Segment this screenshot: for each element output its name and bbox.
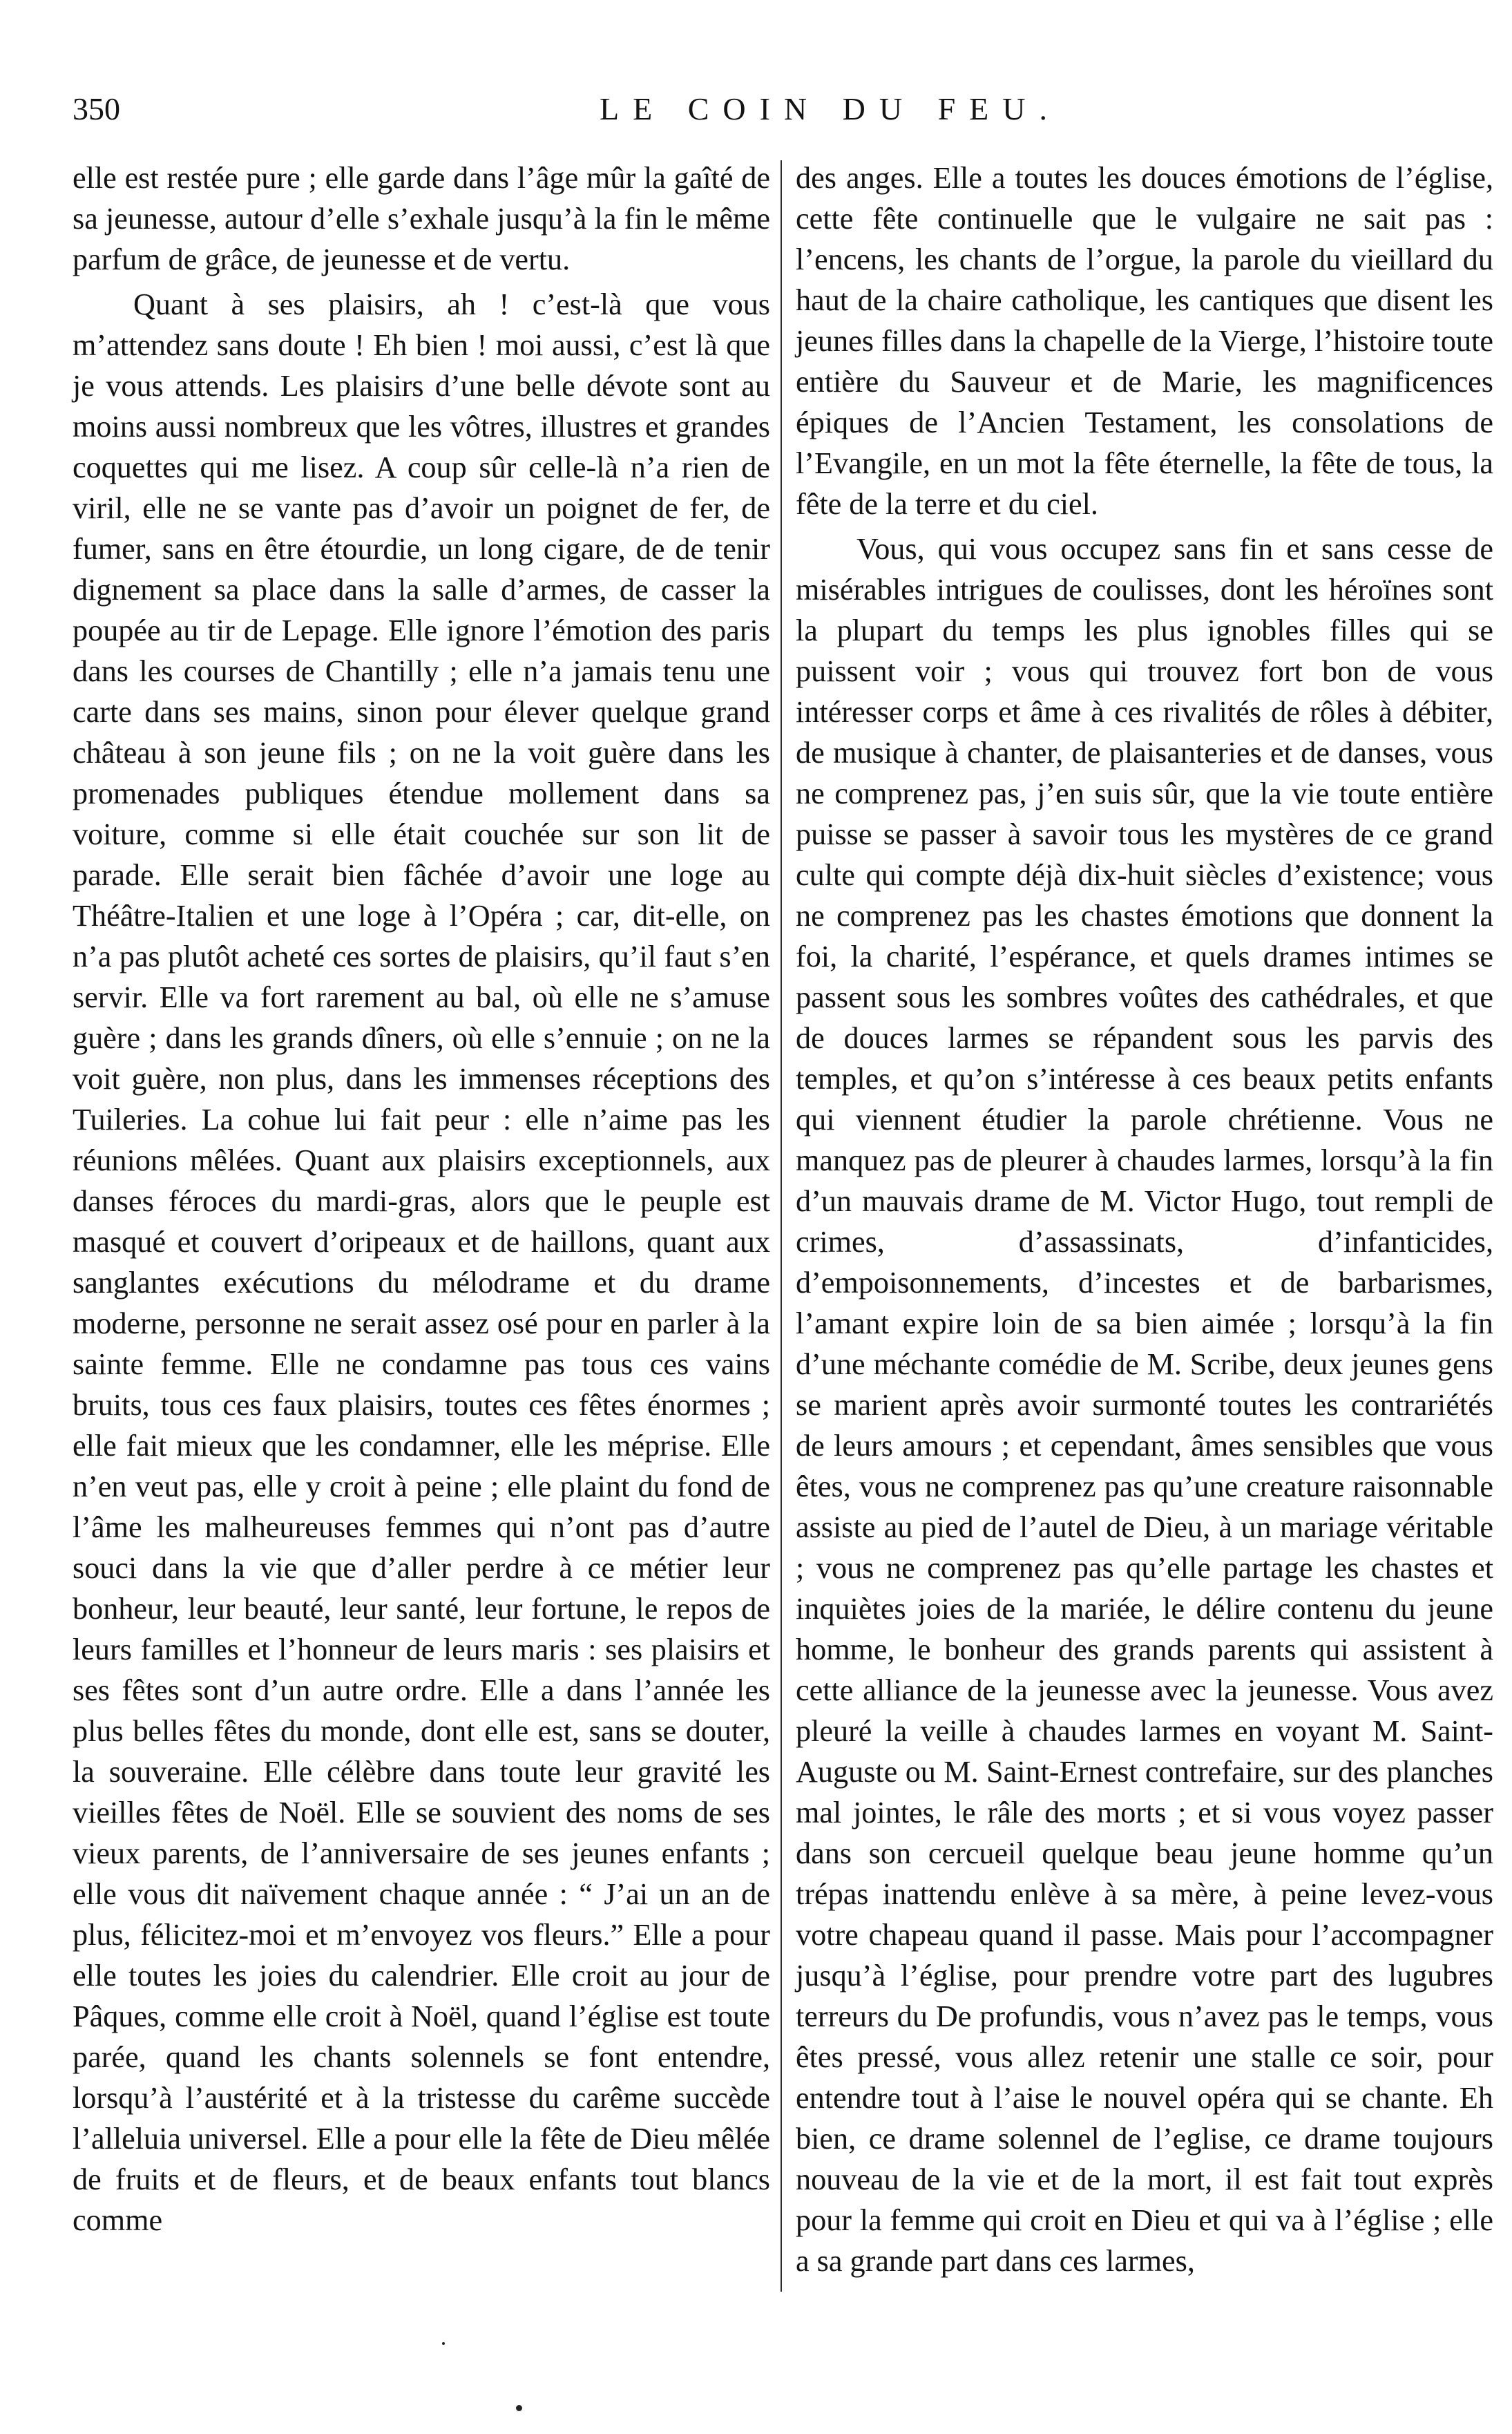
left-paragraph-2: Quant à ses plaisirs, ah ! c’est-là que vous m’attendez sans doute ! Eh bien ! moi aussi, c’est là que je vous attends. Les plaisirs d’une belle dévote sont au moins aussi nombreux que les vôtres, illustres et grandes coquettes qui me lisez. A coup sûr celle-là n’a rien de viril, elle ne se vante pas d’avoir un poignet de fer, de fumer, sans en être étourdie, un long cigare, de de tenir dignement sa place dans la salle d’armes, de casser la poupée au tir de Lepage. Elle ignore l’émotion des paris dans les courses de Chantilly ; elle n’a jamais tenu une carte dans ses mains, sinon pour élever quelque grand château à son jeune fils ; on ne la voit guère dans les promenades publiques étendue mollement dans sa voiture, comme si elle était couchée sur son lit de parade. Elle serait bien fâchée d’avoir une loge au Théâtre-Italien et une loge à l’Opéra ; car, dit-elle, on n’a pas plutôt acheté ces sortes de plaisirs, qu’il faut s’en servir. Elle va fort rarement au bal, où elle ne s’amuse guère ; dans les grands dîners, où elle s’ennuie ; on ne la voit guère, non plus, dans les immenses réceptions des Tuileries. La cohue lui fait peur : elle n’aime pas les réunions mêlées. Quant aux plaisirs exceptionnels, aux danses féroces du mardi-gras, alors que le peuple est masqué et couvert d’oripeaux et de haillons, quant aux sanglantes exécutions du mélodrame et du drame moderne, personne ne serait assez osé pour en parler à la sainte femme. Elle ne condamne pas tous ces vains bruits, tous ces faux plaisirs, toutes ces fêtes énormes ; elle fait mieux que les condamner, elle les méprise. Elle n’en veut pas, elle y croit à peine ; elle plaint du fond de l’âme les malheureuses femmes qui n’ont pas d’autre souci dans la vie que d’aller perdre à ce métier leur bonheur, leur beauté, leur santé, leur fortune, le repos de leurs familles et l’honneur de leurs maris : ses plaisirs et ses fêtes sont d’un autre ordre. Elle a dans l’année les plus belles fêtes du monde, dont elle est, sans se douter, la souveraine. Elle célèbre dans toute leur gravité les vieilles fêtes de Noël. Elle se souvient des noms de ses vieux parents, de l’anniversaire de ses jeunes enfants ; elle vous dit naïvement chaque année : “ J’ai un an de plus, félicitez-moi et m’envoyez vos fleurs.” Elle a pour elle toutes les joies du calendrier. Elle croit au jour de Pâques, comme elle croit à Noël, quand l’église est toute parée, quand les chants solennels se font entendre, lorsqu’à l’austérité et à la tristesse du carême succède l’alleluia universel. Elle a pour elle la fête de Dieu mêlée de fruits et de fleurs, et de beaux enfants tout blancs comme: [73, 287, 770, 2237]
ink-speck: [516, 2405, 522, 2411]
right-column: [796, 158, 1493, 2281]
left-column: [73, 158, 770, 2241]
left-paragraph-1: elle est restée pure ; elle garde dans l’âge mûr la gaîté de sa jeunesse, autour d’elle s’exhale jusqu’à la fin le même parfum de grâce, de jeunesse et de vertu.: [73, 161, 770, 276]
page-number: 350: [73, 91, 120, 126]
column-divider: [781, 160, 782, 2292]
right-paragraph-1: des anges. Elle a toutes les douces émotions de l’église, cette fête continuelle que le vulgaire ne sait pas : l’encens, les chants de l’orgue, la parole du vieillard du haut de la chaire catholique, les cantiques que disent les jeunes filles dans la chapelle de la Vierge, l’histoire toute entière du Sauveur et de Marie, les magnificences épiques de l’Ancien Testament, les consolations de l’Evangile, en un mot la fête éternelle, la fête de tous, la fête de la terre et du ciel.: [796, 161, 1493, 521]
right-paragraph-2: Vous, qui vous occupez sans fin et sans cesse de misérables intrigues de coulisses, dont les héroïnes sont la plupart du temps les plus ignobles filles qui se puissent voir ; vous qui trouvez fort bon de vous intéresser corps et âme à ces rivalités de rôles à débiter, de musique à chanter, de plaisanteries et de danses, vous ne comprenez pas, j’en suis sûr, que la vie toute entière puisse se passer à savoir tous les mystères de ce grand culte qui compte déjà dix-huit siècles d’existence; vous ne comprenez pas les chastes émotions que donnent la foi, la charité, l’espérance, et quels drames intimes se passent sous les sombres voûtes des cathédrales, et que de douces larmes se répandent sous les parvis des temples, et qu’on s’intéresse à ces beaux petits enfants qui viennent étudier la parole chrétienne. Vous ne manquez pas de pleurer à chaudes larmes, lorsqu’à la fin d’un mauvais drame de M. Victor Hugo, tout rempli de crimes, d’assassinats, d’infanticides, d’empoisonnements, d’incestes et de barbarismes, l’amant expire loin de sa bien aimée ; lorsqu’à la fin d’une méchante comédie de M. Scribe, deux jeunes gens se marient après avoir surmonté toutes les contrariétés de leurs amours ; et cependant, âmes sensibles que vous êtes, vous ne comprenez pas qu’une creature raisonnable assiste au pied de l’autel de Dieu, à un mariage véritable ; vous ne comprenez pas qu’elle partage les chastes et inquiètes joies de la mariée, le délire contenu du jeune homme, le bonheur des grands parents qui assistent à cette alliance de la jeunesse avec la jeunesse. Vous avez pleuré la veille à chaudes larmes en voyant M. Saint-Auguste ou M. Saint-Ernest contrefaire, sur des planches mal jointes, le râle des morts ; et si vous voyez passer dans son cercueil quelque beau jeune homme qu’un trépas inattendu enlève à sa mère, à peine levez-vous votre chapeau quand il passe. Mais pour l’accompagner jusqu’à l’église, pour prendre votre part des lugubres terreurs du De profundis, vous n’avez pas le temps, vous êtes pressé, vous allez retenir une stalle ce soir, pour entendre tout à l’aise le nouvel opéra qui se chante. Eh bien, ce drame solennel de l’eglise, ce drame toujours nouveau de la vie et de la mort, il est fait tout exprès pour la femme qui croit en Dieu et qui va à l’église ; elle a sa grande part dans ces larmes,: [796, 532, 1493, 2278]
page-header: [73, 88, 1471, 130]
ink-speck: [442, 2342, 445, 2345]
running-title: LE COIN DU FEU.: [600, 91, 1061, 126]
